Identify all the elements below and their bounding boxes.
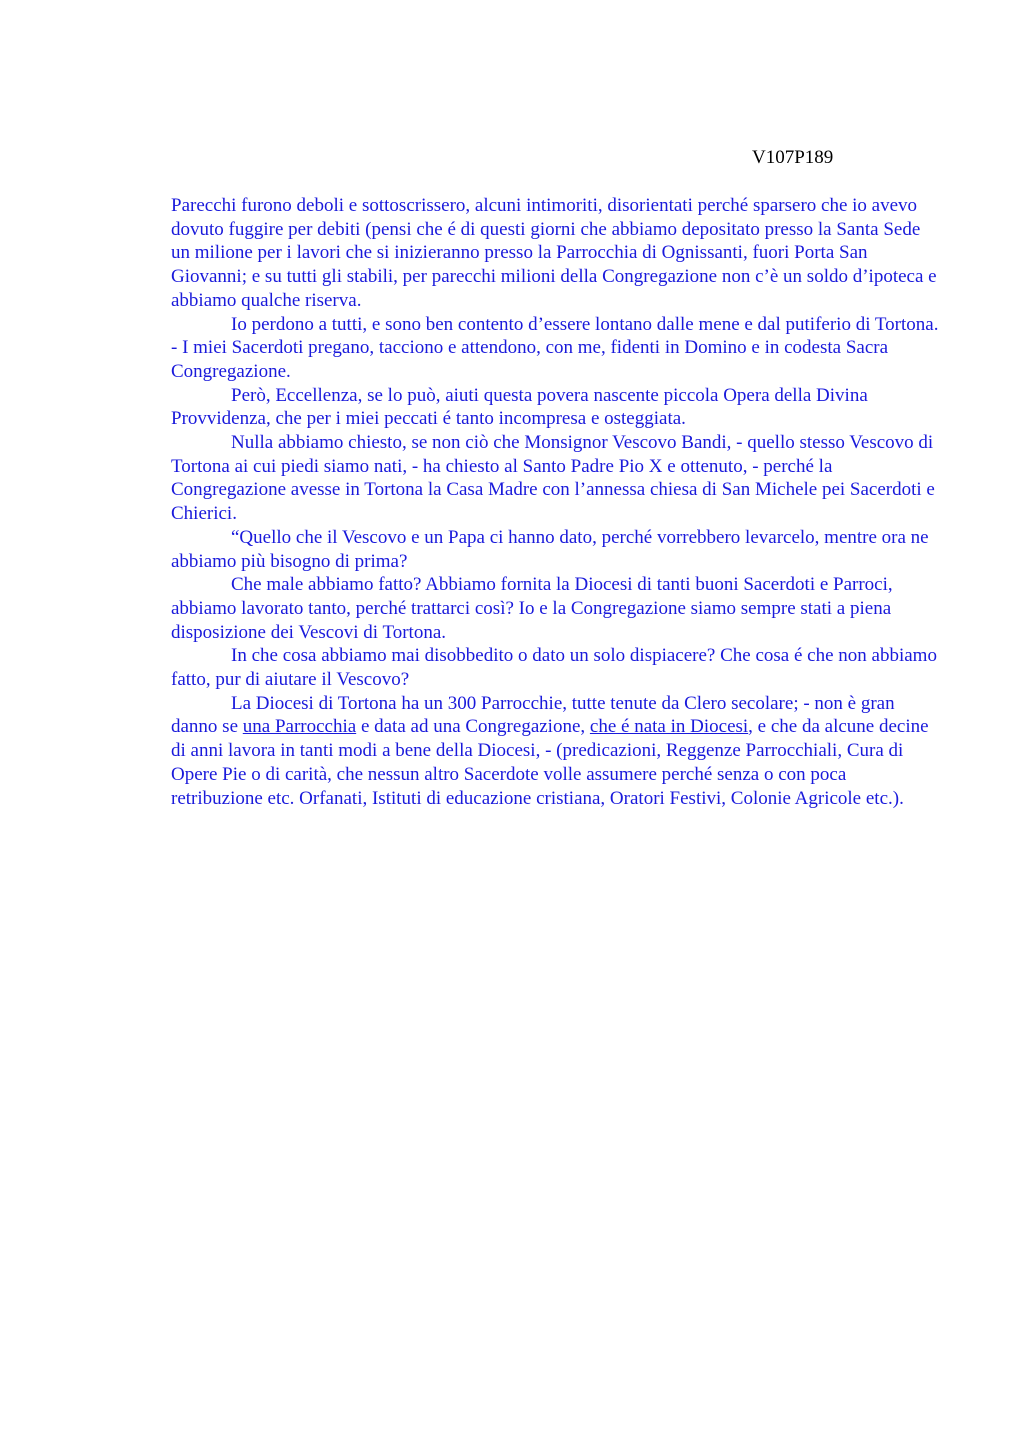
paragraph-6: Che male abbiamo fatto? Abbiamo fornita la Diocesi di tanti buoni Sacerdoti e Parroci, abbiamo lavorato tanto, perché trattarci così? Io e la Congregazione siamo sempre stati a piena disposizione dei Vescovi di Tortona. [171, 574, 893, 643]
paragraph-5: “Quello che il Vescovo e un Papa ci hanno dato, perché vorrebbero levarcelo, mentre ora ne abbiamo più bisogno di prima? [171, 526, 929, 572]
paragraph-8 [171, 692, 941, 811]
paragraph-3: Però, Eccellenza, se lo può, aiuti questa povera nascente piccola Opera della Divina Provvidenza, che per i miei peccati é tanto incompresa e osteggiata. [171, 384, 868, 430]
paragraph-8-text-c: , e che da alcune decine di anni lavora in tanti modi a bene della Diocesi, - (predicazioni, Reggenze Parrocchiali, Cura di Opere Pie o di carità, che nessun altro Sacerdote volle assumere perché senza o con poca retribuzione etc. Orfanati, Istituti di educazione cristiana, Oratori Festivi, Colonie Agricole etc.). [171, 716, 929, 809]
paragraph-1: Parecchi furono deboli e sottoscrissero, alcuni intimoriti, disorientati perché sparsero che io avevo dovuto fuggire per debiti (pensi che é di questi giorni che abbiamo depositato presso la Santa Sede un milione per i lavori che si inizieranno presso la Parrocchia di Ognissanti, fuori Porta San Giovanni; e su tutti gli stabili, per parecchi milioni della Congregazione non c’è un soldo d’ipoteca e abbiamo qualche riserva. [171, 195, 937, 311]
underlined-phrase-nata-in-diocesi: che é nata in Diocesi [589, 716, 749, 738]
paragraph-2: Io perdono a tutti, e sono ben contento d’essere lontano dalle mene e dal putiferio di Tortona. - I miei Sacerdoti pregano, tacciono e attendono, con me, fidenti in Domino e in codesta Sacra Congregazione. [171, 313, 939, 382]
page-reference-code: V107P189 [752, 147, 834, 168]
letter-body [171, 194, 941, 810]
underlined-phrase-una-parrocchia: una Parrocchia [242, 716, 357, 738]
paragraph-4: Nulla abbiamo chiesto, se non ciò che Monsignor Vescovo Bandi, - quello stesso Vescovo di Tortona ai cui piedi siamo nati, - ha chiesto al Santo Padre Pio X e ottenuto, - perché la Congregazione avesse in Tortona la Casa Madre con l’annessa chiesa di San Michele pei Sacerdoti e Chierici. [171, 432, 935, 525]
paragraph-7: In che cosa abbiamo mai disobbedito o dato un solo dispiacere? Che cosa é che non abbiamo fatto, pur di aiutare il Vescovo? [171, 645, 937, 691]
paragraph-8-text-a: La Diocesi di Tortona ha un 300 Parrocchie, tutte tenute da Clero secolare; - non è gran danno se [171, 692, 895, 738]
paragraph-8-text-b: e data ad una Congregazione, [356, 716, 590, 738]
